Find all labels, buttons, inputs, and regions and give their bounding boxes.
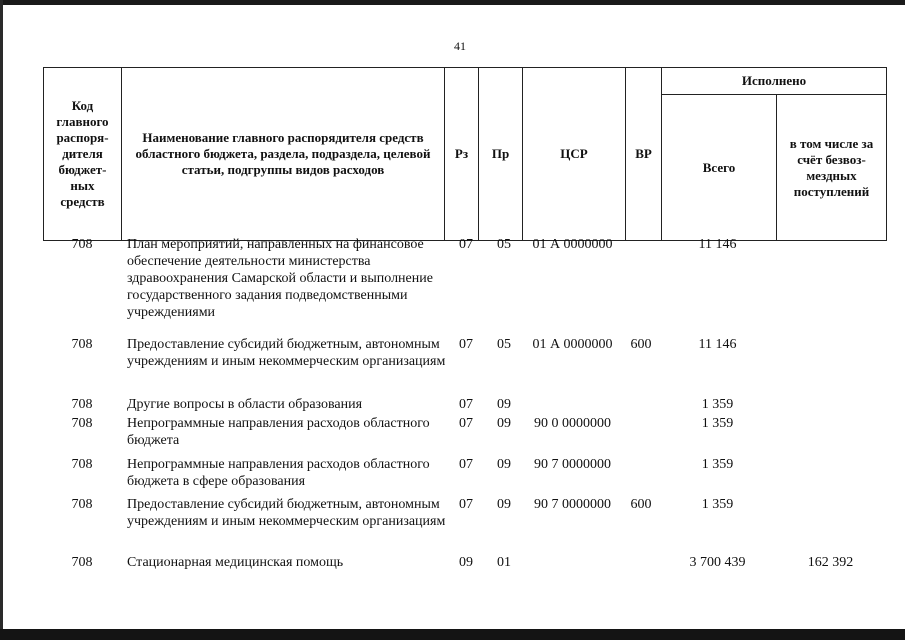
cell-name: План мероприятий, направленных на финансовое обеспечение деятельности министерства здравоохранения Самарской области и выполнение государственного задания подведомственными учреждениями bbox=[127, 237, 433, 320]
cell-total: 1 359 bbox=[701, 416, 734, 431]
cell-csr: 90 0 0000000 bbox=[534, 416, 611, 431]
page-number: 41 bbox=[454, 39, 466, 53]
cell-name: Стационарная медицинская помощь bbox=[127, 555, 344, 570]
cell-name: Предоставление субсидий бюджетным, автономным учреждениям и иным некоммерческим организациям bbox=[127, 497, 446, 529]
cell-rz: 07 bbox=[459, 397, 473, 412]
header-pr: Пр bbox=[479, 68, 523, 241]
header-total: Всего bbox=[662, 95, 777, 241]
cell-total: 1 359 bbox=[701, 397, 734, 412]
cell-code: 708 bbox=[71, 416, 93, 431]
table-row bbox=[43, 336, 886, 396]
cell-pr: 01 bbox=[497, 555, 511, 570]
cell-code: 708 bbox=[71, 555, 93, 570]
table-row bbox=[43, 456, 886, 496]
cell-name: Непрограммные направления расходов областного бюджета в сфере образования bbox=[127, 457, 430, 489]
cell-pr: 09 bbox=[497, 497, 511, 512]
cell-vr: 600 bbox=[630, 497, 652, 512]
header-name: Наименование главного распорядителя средств областного бюджета, раздела, подраздела, целевой статьи, подгруппы видов расходов bbox=[122, 68, 445, 241]
cell-rz: 07 bbox=[459, 457, 473, 472]
header-executed: Исполнено bbox=[662, 68, 887, 95]
scan-edge-left bbox=[0, 0, 3, 640]
cell-pr: 09 bbox=[497, 397, 511, 412]
cell-pr: 09 bbox=[497, 457, 511, 472]
cell-pr: 05 bbox=[497, 237, 511, 252]
header-rz: Рз bbox=[445, 68, 479, 241]
header-code: Код главного распоря-дителя бюджет-ных средств bbox=[44, 68, 122, 241]
cell-pr: 05 bbox=[497, 337, 511, 352]
scan-edge-top bbox=[0, 0, 905, 5]
cell-total: 3 700 439 bbox=[689, 555, 746, 570]
cell-csr: 90 7 0000000 bbox=[534, 497, 611, 512]
header-csr: ЦСР bbox=[523, 68, 626, 241]
cell-rz: 07 bbox=[459, 416, 473, 431]
cell-total: 11 146 bbox=[698, 337, 737, 352]
cell-name: Предоставление субсидий бюджетным, автономным учреждениям и иным некоммерческим организациям bbox=[127, 337, 446, 369]
cell-free: 162 392 bbox=[807, 555, 854, 570]
cell-rz: 07 bbox=[459, 337, 473, 352]
scan-edge-bottom bbox=[0, 629, 905, 640]
table-row bbox=[43, 496, 886, 554]
cell-code: 708 bbox=[71, 237, 93, 252]
cell-vr: 600 bbox=[630, 337, 652, 352]
table-row bbox=[43, 396, 886, 415]
cell-name: Другие вопросы в области образования bbox=[127, 397, 363, 412]
cell-rz: 09 bbox=[459, 555, 473, 570]
cell-pr: 09 bbox=[497, 416, 511, 431]
cell-total: 1 359 bbox=[701, 497, 734, 512]
cell-rz: 07 bbox=[459, 237, 473, 252]
cell-csr: 90 7 0000000 bbox=[534, 457, 611, 472]
table-row bbox=[43, 415, 886, 456]
cell-code: 708 bbox=[71, 457, 93, 472]
table-row bbox=[43, 554, 886, 574]
table-header bbox=[43, 67, 887, 241]
cell-total: 11 146 bbox=[698, 237, 737, 252]
cell-code: 708 bbox=[71, 337, 93, 352]
table-row bbox=[43, 236, 886, 336]
cell-total: 1 359 bbox=[701, 457, 734, 472]
cell-code: 708 bbox=[71, 397, 93, 412]
table-body bbox=[43, 236, 886, 574]
cell-rz: 07 bbox=[459, 497, 473, 512]
cell-csr: 01 А 0000000 bbox=[532, 337, 613, 352]
header-vr: ВР bbox=[626, 68, 662, 241]
header-free: в том числе за счёт безвоз-мездных поступлений bbox=[777, 95, 887, 241]
cell-name: Непрограммные направления расходов областного бюджета bbox=[127, 416, 430, 448]
cell-csr: 01 А 0000000 bbox=[532, 237, 613, 252]
cell-code: 708 bbox=[71, 497, 93, 512]
